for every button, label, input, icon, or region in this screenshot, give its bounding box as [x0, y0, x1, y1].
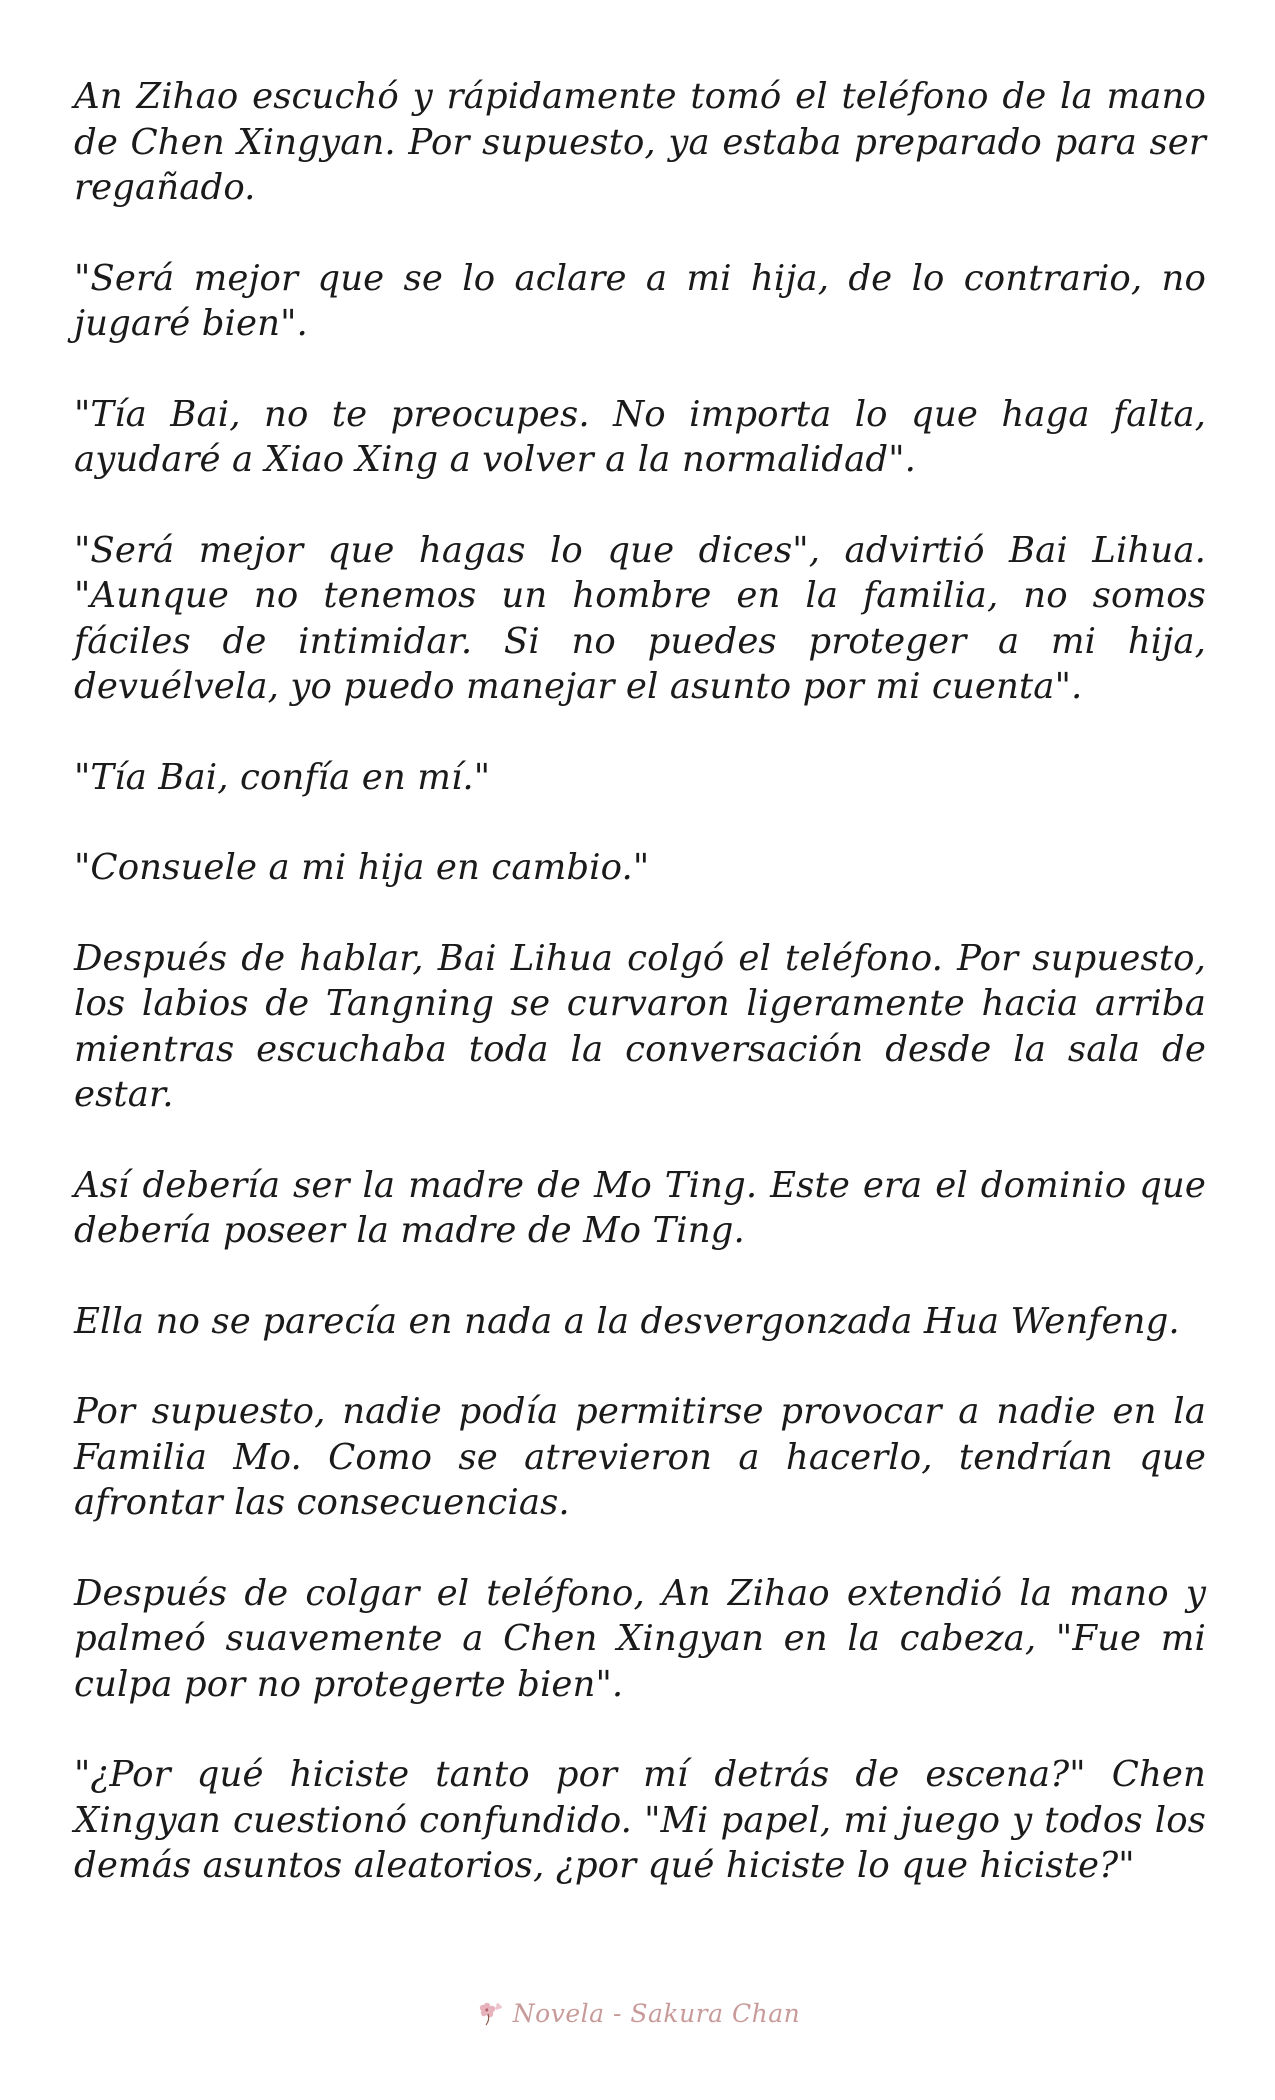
paragraph-10: Por supuesto, nadie podía permitirse provocar a nadie en la Familia Mo. Como se atrevieron a hacerlo, tendrían que afrontar las consecuencias.: [74, 1391, 1206, 1523]
sakura-blossom-icon: [475, 1998, 505, 2028]
document-body: [74, 74, 1206, 1889]
paragraph-11: Después de colgar el teléfono, An Zihao extendió la mano y palmeó suavemente a Chen Xingyan en la cabeza, "Fue mi culpa por no protegerte bien".: [74, 1572, 1206, 1705]
paragraph-5: "Tía Bai, confía en mí.": [74, 756, 491, 798]
paragraph-8: Así debería ser la madre de Mo Ting. Este era el dominio que debería poseer la madre de Mo Ting.: [74, 1164, 1206, 1251]
paragraph-2: "Será mejor que se lo aclare a mi hija, de lo contrario, no jugaré bien".: [74, 257, 1206, 344]
paragraph-6: "Consuele a mi hija en cambio.": [74, 847, 650, 888]
paragraph-4: "Será mejor que hagas lo que dices", advirtió Bai Lihua. "Aunque no tenemos un hombre en la familia, no somos fáciles de intimidar. Si no puedes proteger a mi hija, devuélvela, yo puedo manejar el asunto por mi cuenta".: [74, 529, 1206, 707]
paragraph-1: An Zihao escuchó y rápidamente tomó el teléfono de la mano de Chen Xingyan. Por supuesto, ya estaba preparado para ser regañado.: [74, 76, 1206, 208]
paragraph-12: "¿Por qué hiciste tanto por mí detrás de escena?" Chen Xingyan cuestionó confundido. "Mi papel, mi juego y todos los demás asuntos aleatorios, ¿por qué hiciste lo que hiciste?": [74, 1754, 1206, 1886]
watermark: [0, 1993, 1275, 2033]
paragraph-9: Ella no se parecía en nada a la desvergonzada Hua Wenfeng.: [74, 1300, 1180, 1342]
watermark-text: Novela - Sakura Chan: [512, 1998, 801, 2028]
paragraph-7: Después de hablar, Bai Lihua colgó el teléfono. Por supuesto, los labios de Tangning se curvaron ligeramente hacia arriba mientras escuchaba toda la conversación desde la sala de estar.: [74, 937, 1206, 1115]
paragraph-3: "Tía Bai, no te preocupes. No importa lo que haga falta, ayudaré a Xiao Xing a volver a la normalidad".: [74, 393, 1206, 480]
